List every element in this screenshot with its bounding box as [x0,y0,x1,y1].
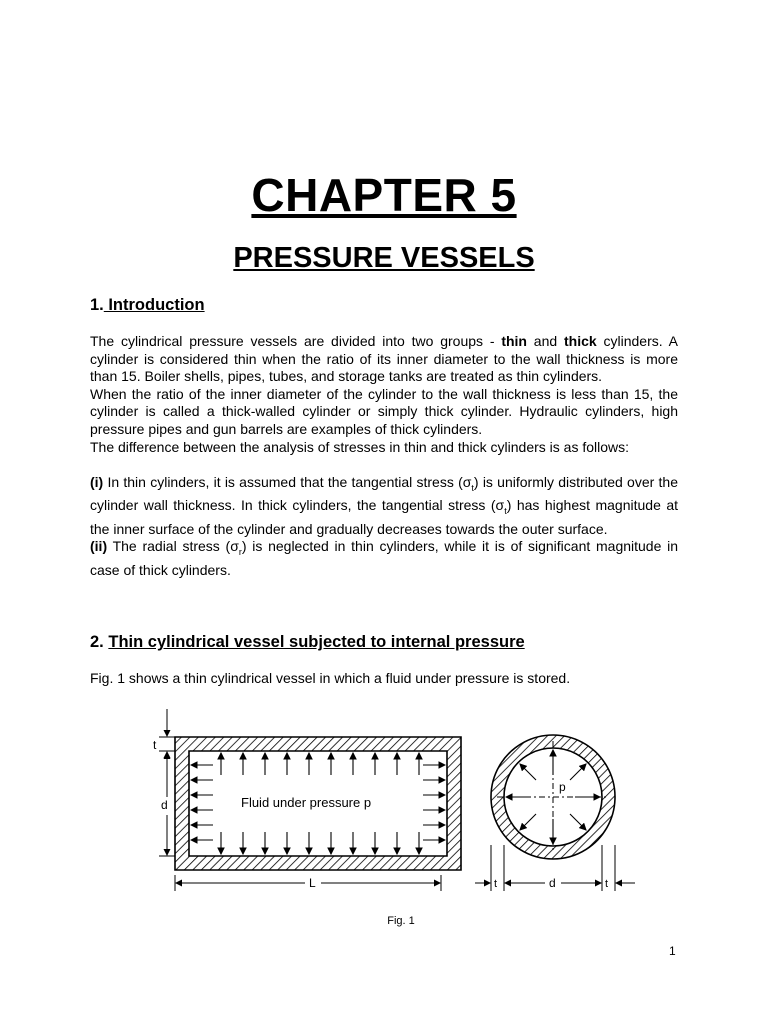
figure-caption: Fig. 1 [387,915,415,927]
difference-item-1: (i) In thin cylinders, it is assumed that the tangential stress $(\sigma_t)$ is uniformly distributed over the cylinder wall thickness. In thick cylinders, the tangential stress $(\sigma_t)$ has highest magnitude at the inner surface of the cylinder and gradually decreases towards the outer surface. [90,473,678,537]
section-1-title: Introduction [103,296,205,314]
cylinder-section [175,737,461,870]
section-2-heading [90,633,525,652]
section-2-number: 2. [90,633,104,651]
intro-paragraph-1: The cylindrical pressure vessels are divided into two groups - thin and thick cylinders. A cylinder is considered thin when the ratio of its inner diameter to the wall thickness is more than 15. Boiler shells, pipes, tubes, and storage tanks are treated as thin cylinders. [90,333,679,385]
diameter-label: d [161,798,168,812]
cross-diameter-label: d [549,876,556,890]
chapter-heading: CHAPTER 5 [251,169,517,221]
intro-paragraph-3: The difference between the analysis of stresses in thin and thick cylinders is as follows: [90,438,630,455]
section-1-number: 1. [90,296,104,314]
length-dimension [175,875,441,891]
pressure-label: p [559,780,566,794]
section-2-title: Thin cylindrical vessel subjected to internal pressure [108,633,525,651]
section-2-paragraph: Fig. 1 shows a thin cylindrical vessel in which a fluid under pressure is stored. [90,670,571,686]
length-label: L [309,876,316,890]
thickness-label: t [153,738,157,752]
cross-thickness-label-right: t [605,878,609,890]
difference-item-2: (ii) The radial stress $(\sigma_r)$ is neglected in thin cylinders, while it is of significant magnitude in case of thick cylinders. [90,538,679,578]
page-title: PRESSURE VESSELS [233,242,535,274]
intro-paragraph-2: When the ratio of the inner diameter of the cylinder to the wall thickness is less than 15, the cylinder is called a thick-walled cylinder or simply thick cylinder. Hydraulic cylinders, high pressure pipes and gun barrels are examples of thick cylinders. [90,385,678,437]
fluid-label: Fluid under pressure p [241,795,372,810]
section-2-body [90,670,678,688]
fig-1-diagram [145,705,655,905]
cylinder-cross-section [491,735,615,859]
page-number: 1 [669,944,676,958]
cross-thickness-label-left: t [494,878,498,890]
thickness-dimension [159,709,175,856]
section-1-heading [90,296,205,315]
section-1-body [90,333,678,579]
